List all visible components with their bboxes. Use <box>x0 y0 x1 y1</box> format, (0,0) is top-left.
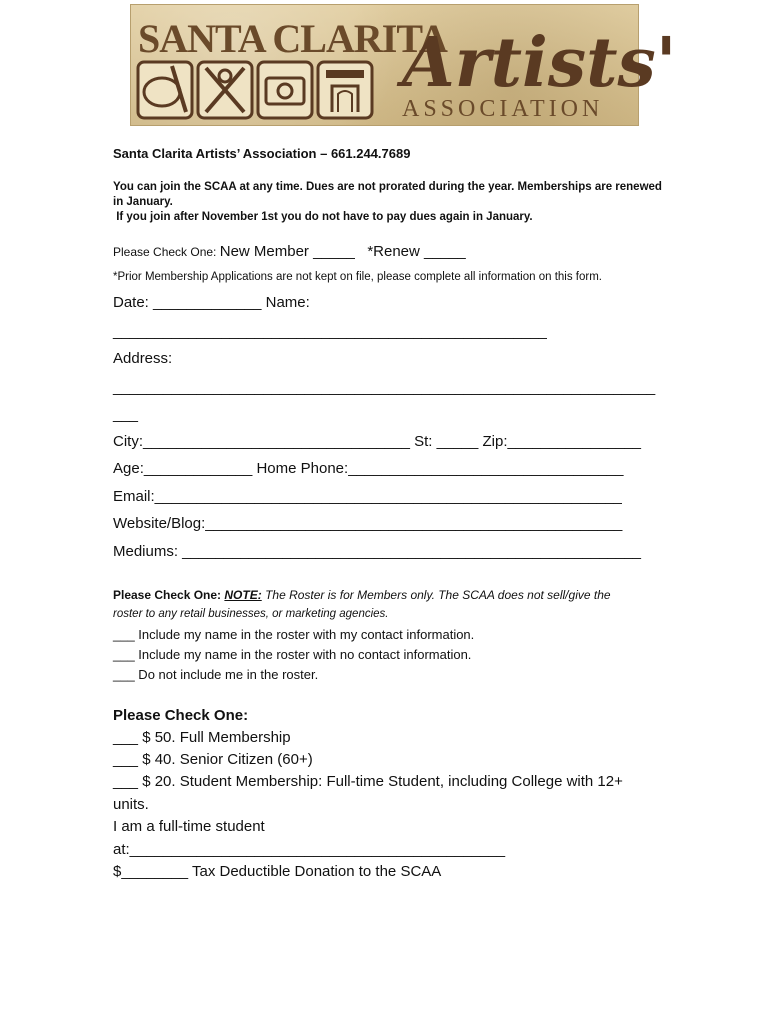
roster-option-with-contact[interactable]: ___ Include my name in the roster with my contact information. <box>113 627 475 642</box>
donation-field[interactable]: $________ Tax Deductible Donation to the SCAA <box>113 863 442 880</box>
intro-line-2: If you join after November 1st you do not have to pay dues again in January. <box>113 211 533 223</box>
student-school-field[interactable]: at:_____________________________________________ <box>113 841 506 858</box>
intro-line-1: You can join the SCAA at any time. Dues are not prorated during the year. Memberships are renewed in January. <box>113 181 662 208</box>
membership-option-senior[interactable]: ___ $ 40. Senior Citizen (60+) <box>113 751 313 768</box>
roster-check-label: Please Check One: <box>113 588 225 602</box>
student-school-label: I am a full-time student <box>113 818 265 835</box>
prior-membership-note: *Prior Membership Applications are not kept on file, please complete all information on this form. <box>113 271 602 283</box>
membership-option-student-cont: units. <box>113 796 149 813</box>
mediums-field[interactable]: Mediums: _______________________________________________________ <box>113 543 642 560</box>
intro-text <box>113 180 673 225</box>
member-type-row <box>113 243 466 260</box>
page-title: Santa Clarita Artists’ Association – 661.244.7689 <box>113 146 411 161</box>
address-field-line-2[interactable]: ___ <box>113 406 139 423</box>
roster-option-no-contact[interactable]: ___ Include my name in the roster with no contact information. <box>113 647 472 662</box>
computer-icon <box>336 62 398 118</box>
membership-option-student[interactable]: ___ $ 20. Student Membership: Full-time Student, including College with 12+ <box>113 773 623 790</box>
palette-brush-icon <box>138 62 192 118</box>
tools-icon <box>198 62 252 118</box>
roster-option-exclude[interactable]: ___ Do not include me in the roster. <box>113 667 319 682</box>
email-field[interactable]: Email:________________________________________________________ <box>113 488 622 505</box>
camera-icon <box>258 62 312 118</box>
roster-note-text-2: roster to any retail businesses, or marketing agencies. <box>113 608 389 620</box>
logo-text-artists: Artists' <box>402 23 677 103</box>
association-logo <box>130 4 677 126</box>
membership-option-full[interactable]: ___ $ 50. Full Membership <box>113 729 291 746</box>
member-type-label: Please Check One: <box>113 245 220 259</box>
membership-heading: Please Check One: <box>113 707 249 724</box>
address-field-line-1[interactable]: _________________________________________________________________ <box>113 379 656 396</box>
renew-option[interactable]: *Renew _____ <box>367 243 466 260</box>
website-field[interactable]: Website/Blog:__________________________________________________ <box>113 515 623 532</box>
roster-note-label: NOTE: <box>224 588 262 602</box>
city-state-zip-field[interactable]: City:________________________________ St: _____ Zip:________________ <box>113 433 641 450</box>
logo-graphic <box>130 4 677 126</box>
name-field-line[interactable]: ____________________________________________________ <box>113 323 547 340</box>
logo-text-santa-clarita: SANTA CLARITA <box>138 16 447 61</box>
new-member-option[interactable]: New Member _____ <box>219 243 355 260</box>
roster-heading <box>113 588 611 602</box>
age-phone-field[interactable]: Age:_____________ Home Phone:_________________________________ <box>113 460 624 477</box>
date-name-field[interactable]: Date: _____________ Name: <box>113 294 310 311</box>
address-label: Address: <box>113 350 173 367</box>
logo-text-association: ASSOCIATION <box>402 96 604 122</box>
roster-note-text: The Roster is for Members only. The SCAA does not sell/give the <box>261 588 611 602</box>
